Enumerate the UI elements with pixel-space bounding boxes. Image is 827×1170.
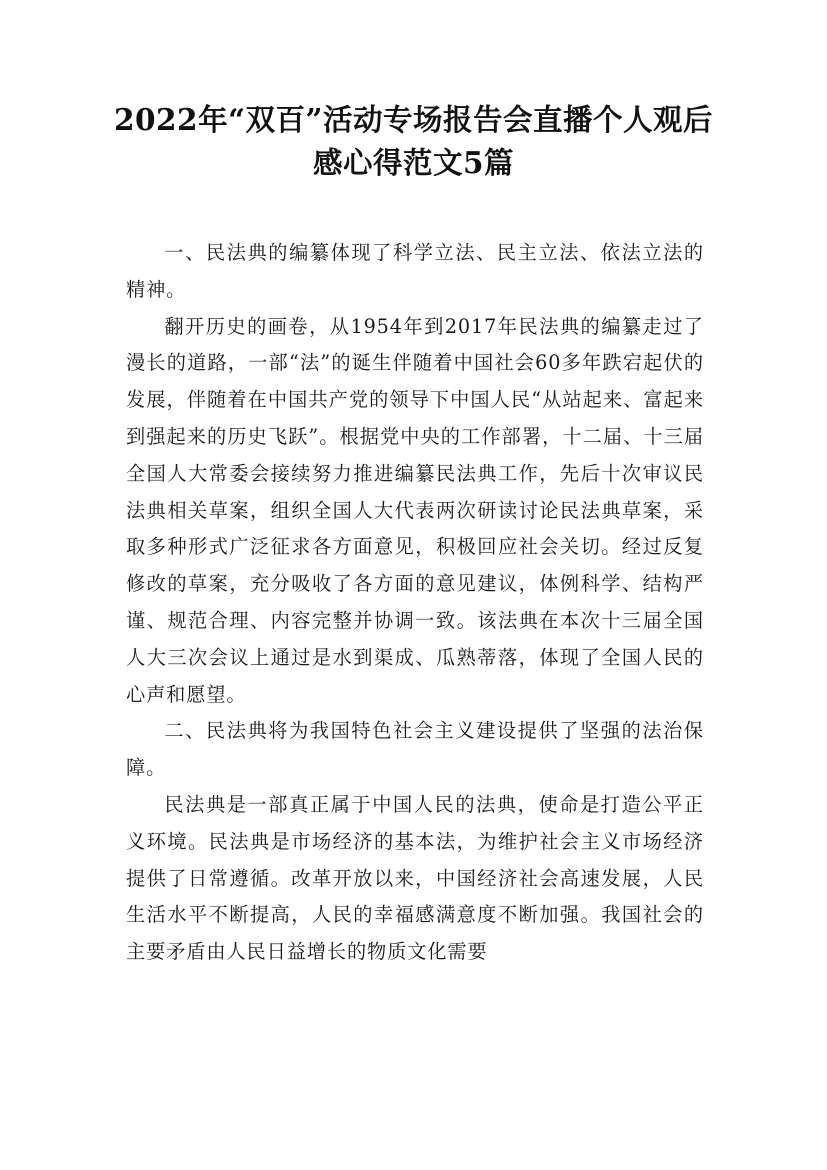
paragraph-heading-2: 二、民法典将为我国特色社会主义建设提供了坚强的法治保障。 <box>126 719 704 780</box>
document-title: 2022年“双百”活动专场报告会直播个人观后感心得范文5篇 <box>113 102 714 180</box>
document-body <box>126 235 704 971</box>
paragraph-heading-1: 一、民法典的编纂体现了科学立法、民主立法、依法立法的精神。 <box>126 241 704 301</box>
paragraph: 翻开历史的画卷，从1954年到2017年民法典的编纂走过了漫长的道路，一部“法”的诞生伴随着中国社会60多年跌宕起伏的发展，伴随着在中国共产党的领导下中国人民“从站起来、富起来到强起来的历史飞跃”。根据党中央的工作部署，十二届、十三届全国人大常委会接续努力推进编纂民法典工作，先后十次审议民法典相关草案，组织全国人大代表两次研读讨论民法典草案，采取多种形式广泛征求各方面意见，积极回应社会关切。经过反复修改的草案，充分吸收了各方面的意见建议，体例科学、结构严谨、规范合理、内容完整并协调一致。该法典在本次十三届全国人大三次会议上通过是水到渠成、瓜熟蒂落，体现了全国人民的心声和愿望。 <box>126 314 704 706</box>
paragraph: 民法典是一部真正属于中国人民的法典，使命是打造公平正义环境。民法典是市场经济的基本法，为维护社会主义市场经济提供了日常遵循。改革开放以来，中国经济社会高速发展，人民生活水平不断提高，人民的幸福感满意度不断加强。我国社会的主要矛盾由人民日益增长的物质文化需要 <box>126 792 704 964</box>
